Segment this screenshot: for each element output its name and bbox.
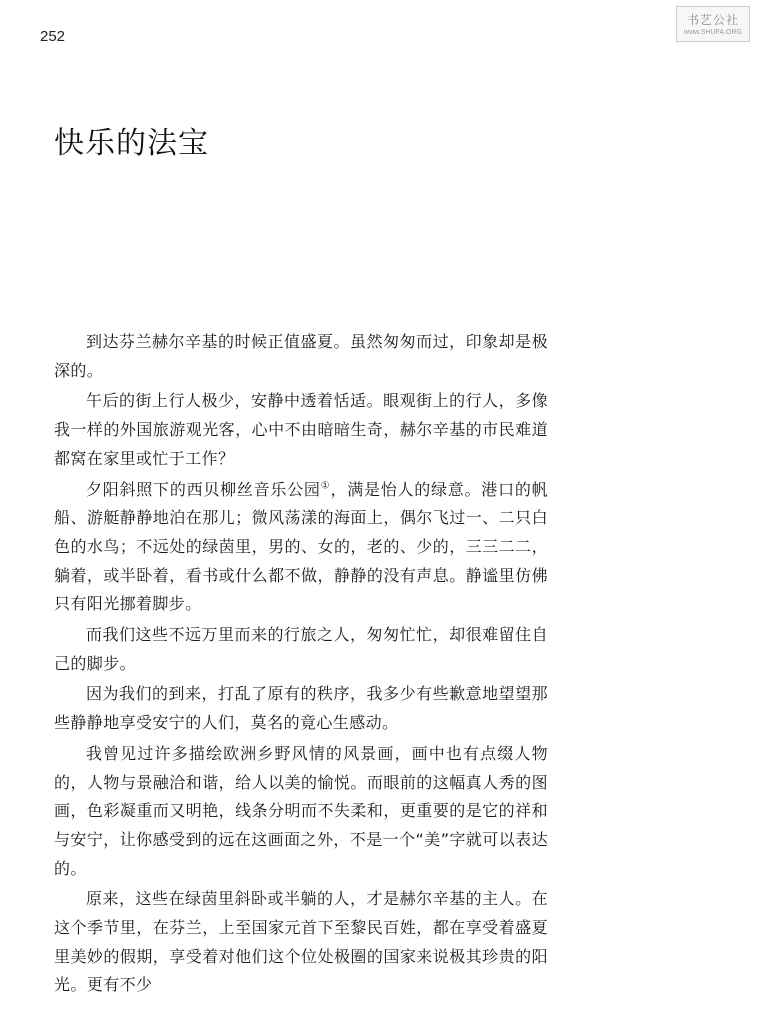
paragraph: 原来，这些在绿茵里斜卧或半躺的人，才是赫尔辛基的主人。在这个季节里，在芬兰，上至国家元首下至黎民百姓，都在享受着盛夏里美妙的假期，享受着对他们这个位处极圈的国家来说极其珍贵的阳光。更有不少 (54, 889, 548, 995)
footnote-marker: ① (320, 480, 331, 492)
page-number: 252 (40, 28, 66, 45)
watermark-text: 书艺公社 (686, 12, 739, 27)
paragraph-text: 夕阳斜照下的西贝柳丝音乐公园 (86, 479, 321, 499)
chapter-title: 快乐的法宝 (54, 126, 209, 161)
watermark-url: www.SHUFA.ORG (684, 28, 742, 36)
paragraph: 我曾见过许多描绘欧洲乡野风情的风景画，画中也有点缀人物的，人物与景融洽和谐，给人以美的愉悦。而眼前的这幅真人秀的图画，色彩凝重而又明艳，线条分明而不失柔和，更重要的是它的祥和与安宁，让你感受到的远在这画面之外，不是一个“美”字就可以表达的。 (54, 743, 548, 878)
watermark-logo (676, 6, 750, 42)
paragraph: 因为我们的到来，打乱了原有的秩序，我多少有些歉意地望望那些静静地享受安宁的人们，莫名的竟心生感动。 (54, 684, 548, 733)
paragraph: 到达芬兰赫尔辛基的时候正值盛夏。虽然匆匆而过，印象却是极深的。 (54, 332, 548, 380)
paragraph-text: ，满是怡人的绿意。港口的帆船、游艇静静地泊在那儿；微风荡漾的海面上，偶尔飞过一、二只白色的水鸟；不远处的绿茵里，男的、女的，老的、少的，三三二二，躺着，或半卧着，看书或什么都不做，静静的没有声息。静谧里仿佛只有阳光挪着脚步。 (54, 479, 548, 614)
body-text (54, 328, 548, 1002)
paragraph: 而我们这些不远万里而来的行旅之人，匆匆忙忙，却很难留住自己的脚步。 (54, 625, 548, 673)
paragraph: 午后的街上行人极少，安静中透着恬适。眼观街上的行人，多像我一样的外国旅游观光客，心中不由暗暗生奇，赫尔辛基的市民难道都窝在家里或忙于工作？ (54, 391, 548, 468)
paragraph (54, 476, 548, 620)
